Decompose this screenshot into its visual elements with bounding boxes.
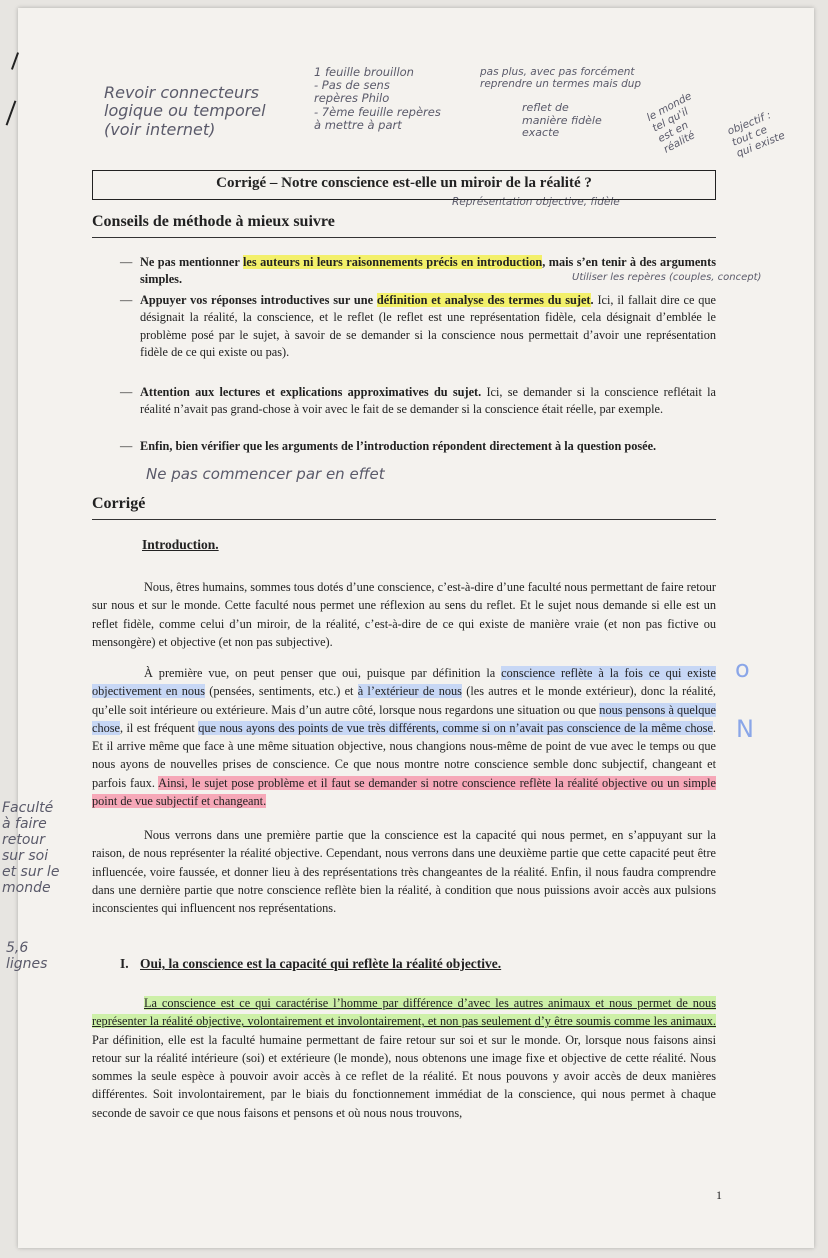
handwritten-note-reflet: reflet de manière fidèle exacte [522, 101, 602, 140]
part-1-title: Oui, la conscience est la capacité qui reflète la réalité objective. [140, 956, 502, 971]
margin-ink-stroke [6, 100, 17, 125]
bullet-dash: — [120, 293, 133, 307]
bullet-dash: — [120, 385, 133, 399]
handwritten-note-brouillon: 1 feuille brouillon - Pas de sens repères Philo - 7ème feuille repères à mettre à part [314, 65, 441, 132]
page-number: 1 [716, 1188, 722, 1202]
part-1-paragraph: La conscience est ce qui caractérise l’homme par différence d’avec les autres animaux et nous permet de nous représenter la réalité objective, volontairement et involontairement, et non pas seulement d’y être soumis comme les animaux. Par définition, elle est la faculté humaine permettant de faire retour sur soi et sur le monde. Or, lorsque nous faisons ainsi retour sur la réalité intérieure (soi) et extérieure (le monde), nous obtenons une image fixe et objective de cette réalité. Nous sommes la seule espèce à pouvoir avoir accès à ce reflet de la réalité. Et nous pouvons y avoir accès de deux manières différentes. Soit involontairement, par le biais du fonctionnement immédiat de la conscience, qui nous permet à chaque seconde de savoir ce que nous faisons et pensons et où nous nous trouvons, [92, 996, 716, 1120]
method-bullet-2: — Appuyer vos réponses introductives sur une définition et analyse des termes du sujet. Ici, il fallait dire ce que désignait la réalité, la conscience, et le reflet (le reflet est une représentation fidèle, cela désignait d’emblée le problème posé par le sujet, à savoir de se demander si la conscience nous permettait d’avoir une représentation fidèle de ce qui existe ou pas). [120, 293, 716, 360]
bullet-dash: — [120, 439, 133, 453]
intro-paragraph-2: À première vue, on peut penser que oui, puisque par définition la conscience reflète à la fois ce qui existe objectivement en nous (pensées, sentiments, etc.) et à l’extérieur de nous (les autres et le monde extérieur), donc la réalité, qu’elle soit intérieure ou extérieure. Mais d’un autre côté, lorsque nous regardons une situation ou que nous pensons à quelque chose, il est fréquent que nous ayons des points de vue très différents, comme si on n’avait pas conscience de la même chose. Et il arrive même que face à une même situation objective, nous changions nous-même de point de vue avec le temps ou que nous ayons de nouvelles prises de conscience. Ce que nous montre notre conscience semble donc subjectif, changeant et parfois faux. Ainsi, le sujet pose problème et il faut se demander si notre conscience reflète la réalité objective ou un simple point de vue subjectif et changeant. [92, 666, 717, 809]
page-title: Corrigé – Notre conscience est-elle un miroir de la réalité ? [216, 175, 592, 191]
method-bullet-3: — Attention aux lectures et explications approximatives du sujet. Ici, se demander si la conscience reflétait la réalité n’avait pas grand-chose à voir avec le fait de se demander si la conscience était réelle, par exemple. [120, 385, 716, 417]
handwritten-note-monde: le monde tel qu'il est en réalité [644, 90, 698, 156]
handwritten-note-representation: Représentation objective, fidèle [452, 196, 620, 208]
intro-paragraph-3: Nous verrons dans une première partie que la conscience est la capacité qui nous permet, en s’appuyant sur la raison, de nous représenter la réalité objective. Cependant, nous verrons dans une deuxième partie que cette capacité peut être influencée, voire faussée, et donner lieu à des représentations très changeantes de la réalité. Enfin, il nous faudra comprendre dans une dernière partie que notre conscience reflète bien la réalité, à condition que nous puissions avoir accès aux pulsions inconscientes qui influencent nos représentations. [92, 828, 716, 916]
corrige-heading-rule [92, 519, 716, 520]
handwritten-note-reprendre: pas plus, avec pas forcément reprendre un termes mais dup [480, 66, 642, 91]
handwritten-note-objectif: objectif : tout ce qui existe [725, 109, 787, 160]
handwritten-margin-lignes: 5,6 lignes [6, 940, 48, 973]
method-bullet-1: — Ne pas mentionner les auteurs ni leurs raisonnements précis en introduction, mais s’en tenir à des arguments simples. [120, 255, 716, 287]
method-bullet-4: — Enfin, bien vérifier que les arguments de l’introduction répondent directement à la question posée. [120, 438, 716, 455]
title-box [92, 170, 716, 200]
handwritten-margin-faculte: Faculté à faire retour sur soi et sur le monde [2, 800, 60, 897]
handwritten-note-reperes: Utiliser les repères (couples, concept) [572, 272, 762, 283]
bullet-dash: — [120, 255, 133, 269]
method-heading: Conseils de méthode à mieux suivre [92, 213, 335, 230]
intro-paragraph-1: Nous, êtres humains, sommes tous dotés d’une conscience, c’est-à-dire d’une faculté nous permettant de faire retour sur nous et sur le monde. Cette faculté nous permet une réflexion au sens du reflet. Et le sujet nous demande si elle est un reflet fidèle, comme celui d’un miroir, de la réalité, c’est-à-dire de ce qui existe de manière vraie (et non pas fictive ou mensongère) et objective (et non pas subjective). [92, 580, 716, 649]
part-1-number: I. [120, 956, 129, 971]
handwritten-note-en-effet: Ne pas commencer par en effet [146, 465, 385, 483]
method-heading-rule [92, 237, 716, 238]
handwritten-note-connecteurs: Revoir connecteurs logique ou temporel (voir internet) [104, 83, 266, 139]
introduction-heading: Introduction. [142, 537, 219, 552]
handwritten-margin-blue-1: o [735, 655, 750, 683]
corrige-heading: Corrigé [92, 495, 146, 512]
part-1-heading [120, 956, 501, 972]
handwritten-margin-blue-2: N [736, 715, 754, 743]
